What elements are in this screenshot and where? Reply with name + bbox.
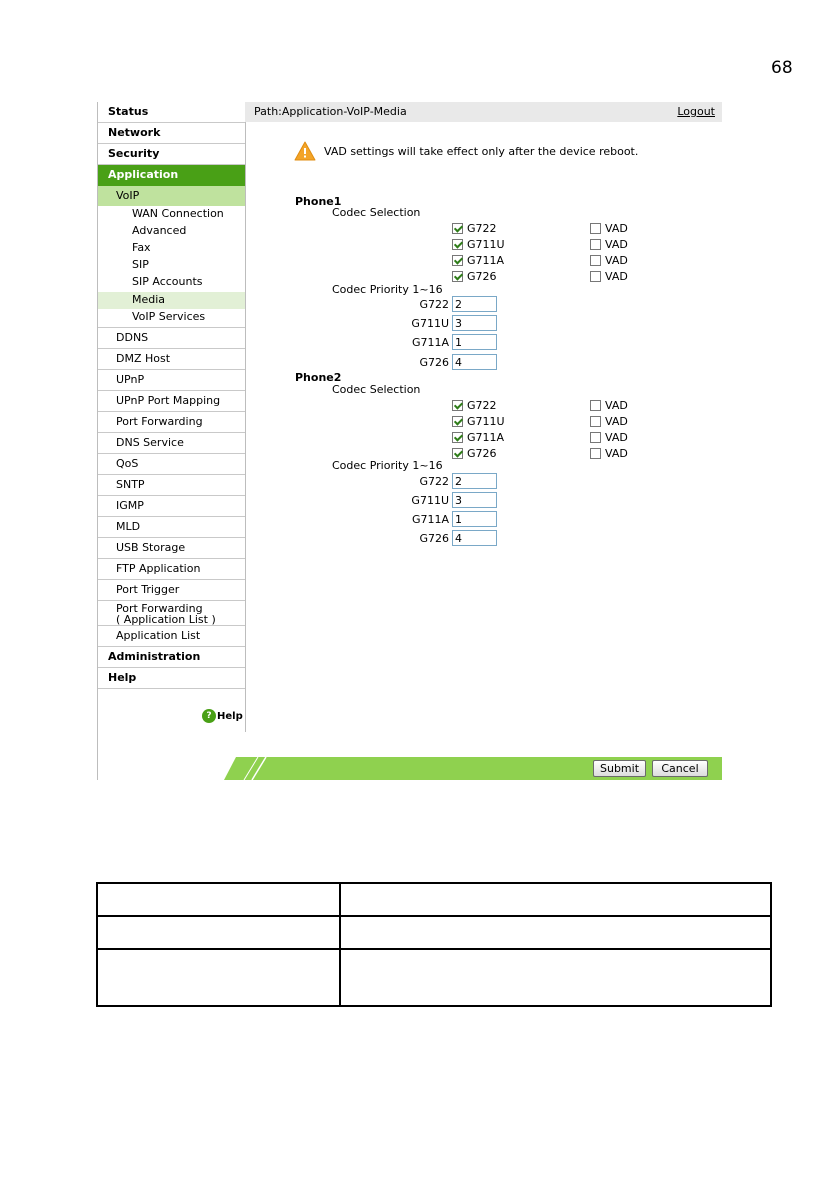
phone2-g711u-vad <box>590 414 628 428</box>
table-cell <box>97 916 340 949</box>
vad-label: VAD <box>605 221 628 235</box>
phone1-g722-priority-input[interactable] <box>452 296 497 312</box>
phone2-g711a-vad-checkbox[interactable] <box>590 432 601 443</box>
breadcrumb-path: Path:Application-VoIP-Media <box>254 105 407 118</box>
sidebar-item-upnp[interactable]: UPnP <box>98 370 245 391</box>
page-number: 68 <box>771 58 793 78</box>
sidebar-item-network[interactable]: Network <box>98 123 245 144</box>
phone2-g722-priority-input[interactable] <box>452 473 497 489</box>
phone2-priority-label: Codec Priority 1~16 <box>332 459 443 472</box>
help-link-label: Help <box>217 710 243 722</box>
sidebar-border-right <box>245 102 246 732</box>
phone2-g722-vad <box>590 398 628 412</box>
warning-icon <box>294 141 316 161</box>
phone1-priority-label: Codec Priority 1~16 <box>332 283 443 296</box>
phone2-g722-vad-checkbox[interactable] <box>590 400 601 411</box>
vad-label: VAD <box>605 430 628 444</box>
table-row <box>97 916 771 949</box>
phone1-priority-g722 <box>397 296 497 312</box>
phone2-g711u-priority-input[interactable] <box>452 492 497 508</box>
sidebar-item-sntp[interactable]: SNTP <box>98 475 245 496</box>
phone1-codec-g722 <box>452 221 497 235</box>
sidebar-item-usb-storage[interactable]: USB Storage <box>98 538 245 559</box>
phone1-g711u-checkbox[interactable] <box>452 239 463 250</box>
codec-label: G711A <box>467 253 505 267</box>
codec-label: G711U <box>467 237 505 251</box>
phone2-g711a-vad <box>590 430 628 444</box>
table-cell <box>97 949 340 1006</box>
phone1-g711u-vad-checkbox[interactable] <box>590 239 601 250</box>
sidebar-item-dmz-host[interactable]: DMZ Host <box>98 349 245 370</box>
phone2-g726-vad-checkbox[interactable] <box>590 448 601 459</box>
sidebar-item-voip[interactable]: VoIP <box>98 186 245 206</box>
phone2-g726-vad <box>590 446 628 460</box>
phone1-g722-checkbox[interactable] <box>452 223 463 234</box>
phone2-codec-g711a <box>452 430 504 444</box>
help-icon: ? <box>202 709 216 723</box>
router-ui-screenshot <box>97 102 722 780</box>
sidebar-item-port-trigger[interactable]: Port Trigger <box>98 580 245 601</box>
phone1-g726-priority-input[interactable] <box>452 354 497 370</box>
phone2-g711a-priority-input[interactable] <box>452 511 497 527</box>
help-link[interactable] <box>202 709 243 723</box>
phone1-g711u-priority-input[interactable] <box>452 315 497 331</box>
sidebar-item-administration[interactable]: Administration <box>98 647 245 668</box>
table-cell <box>340 916 771 949</box>
sidebar-item-upnp-port-mapping[interactable]: UPnP Port Mapping <box>98 391 245 412</box>
cancel-button[interactable]: Cancel <box>652 760 708 777</box>
phone1-codec-g711u <box>452 237 505 251</box>
priority-label: G711A <box>411 512 449 526</box>
codec-label: G711A <box>467 430 505 444</box>
sidebar-item-sip[interactable]: SIP <box>132 258 149 271</box>
table-cell <box>340 883 771 916</box>
submit-button[interactable]: Submit <box>593 760 646 777</box>
sidebar-item-ddns[interactable]: DDNS <box>98 328 245 349</box>
sidebar-item-application[interactable]: Application <box>98 165 245 186</box>
phone1-priority-g726 <box>397 354 497 370</box>
sidebar-item-status[interactable]: Status <box>98 102 245 123</box>
sidebar-item-ftp-application[interactable]: FTP Application <box>98 559 245 580</box>
sidebar-item-security[interactable]: Security <box>98 144 245 165</box>
phone2-g711a-checkbox[interactable] <box>452 432 463 443</box>
priority-label: G711U <box>411 493 449 507</box>
sidebar-item-igmp[interactable]: IGMP <box>98 496 245 517</box>
vad-label: VAD <box>605 253 628 267</box>
phone2-codec-selection-label: Codec Selection <box>332 383 421 396</box>
sidebar-item-qos[interactable]: QoS <box>98 454 245 475</box>
sidebar-item-application-list[interactable]: Application List <box>98 626 245 647</box>
phone1-codec-selection-label: Codec Selection <box>332 206 421 219</box>
codec-label: G726 <box>467 269 497 283</box>
logout-link[interactable]: Logout <box>677 105 715 118</box>
phone1-priority-g711a <box>397 334 497 350</box>
sidebar-item-sip-accounts[interactable]: SIP Accounts <box>132 275 203 288</box>
sidebar-item-help[interactable]: Help <box>98 668 245 689</box>
phone2-priority-g722 <box>397 473 497 489</box>
vad-label: VAD <box>605 398 628 412</box>
phone1-codec-g726 <box>452 269 497 283</box>
phone2-priority-g711u <box>397 492 497 508</box>
table-row <box>97 949 771 1006</box>
notice-text: VAD settings will take effect only after the device reboot. <box>324 144 639 158</box>
phone2-g726-checkbox[interactable] <box>452 448 463 459</box>
priority-label: G711U <box>411 316 449 330</box>
codec-label: G722 <box>467 221 497 235</box>
sidebar-item-label: Port Forwarding <box>116 602 203 615</box>
breadcrumb <box>245 102 722 122</box>
table-row <box>97 883 771 916</box>
sidebar-item-voip-services[interactable]: VoIP Services <box>98 309 245 328</box>
codec-label: G711U <box>467 414 505 428</box>
sidebar-item-port-forwarding[interactable]: Port Forwarding <box>98 412 245 433</box>
priority-label: G726 <box>419 531 449 545</box>
phone1-g711a-priority-input[interactable] <box>452 334 497 350</box>
phone1-title: Phone1 <box>295 195 342 208</box>
sidebar-item-wan-connection[interactable]: WAN Connection <box>132 207 224 220</box>
priority-label: G722 <box>419 297 449 311</box>
vad-label: VAD <box>605 414 628 428</box>
vad-label: VAD <box>605 269 628 283</box>
codec-label: G722 <box>467 398 497 412</box>
phone2-g711u-checkbox[interactable] <box>452 416 463 427</box>
phone2-g711u-vad-checkbox[interactable] <box>590 416 601 427</box>
phone1-g711a-vad-checkbox[interactable] <box>590 255 601 266</box>
footer-bar <box>224 757 722 780</box>
vad-label: VAD <box>605 446 628 460</box>
sidebar-item-fax[interactable]: Fax <box>132 241 151 254</box>
vad-label: VAD <box>605 237 628 251</box>
phone2-codec-g711u <box>452 414 505 428</box>
reboot-notice <box>294 141 638 161</box>
sidebar-item-mld[interactable]: MLD <box>98 517 245 538</box>
phone1-g726-checkbox[interactable] <box>452 271 463 282</box>
phone1-g722-vad-checkbox[interactable] <box>590 223 601 234</box>
phone1-g726-vad-checkbox[interactable] <box>590 271 601 282</box>
phone1-g711a-vad <box>590 253 628 267</box>
priority-label: G726 <box>419 355 449 369</box>
phone1-g726-vad <box>590 269 628 283</box>
codec-label: G726 <box>467 446 497 460</box>
sidebar-item-dns-service[interactable]: DNS Service <box>98 433 245 454</box>
phone1-g711a-checkbox[interactable] <box>452 255 463 266</box>
footer-stripe-graphic <box>224 757 722 780</box>
phone2-title: Phone2 <box>295 371 342 384</box>
phone1-codec-g711a <box>452 253 504 267</box>
phone2-g726-priority-input[interactable] <box>452 530 497 546</box>
sidebar-item-advanced[interactable]: Advanced <box>132 224 187 237</box>
phone1-g711u-vad <box>590 237 628 251</box>
phone2-priority-g726 <box>397 530 497 546</box>
description-table <box>96 882 772 1007</box>
phone2-codec-g726 <box>452 446 497 460</box>
phone1-priority-g711u <box>397 315 497 331</box>
sidebar-nav <box>97 102 245 780</box>
sidebar-item-media[interactable]: Media <box>98 292 245 309</box>
sidebar-item-port-forwarding-app-list[interactable] <box>98 601 245 626</box>
table-cell <box>97 883 340 916</box>
phone2-codec-g722 <box>452 398 497 412</box>
priority-label: G722 <box>419 474 449 488</box>
phone2-g722-checkbox[interactable] <box>452 400 463 411</box>
table-cell <box>340 949 771 1006</box>
phone1-g722-vad <box>590 221 628 235</box>
phone2-priority-g711a <box>397 511 497 527</box>
priority-label: G711A <box>411 335 449 349</box>
sidebar-item-label: ( Application List ) <box>116 613 216 626</box>
